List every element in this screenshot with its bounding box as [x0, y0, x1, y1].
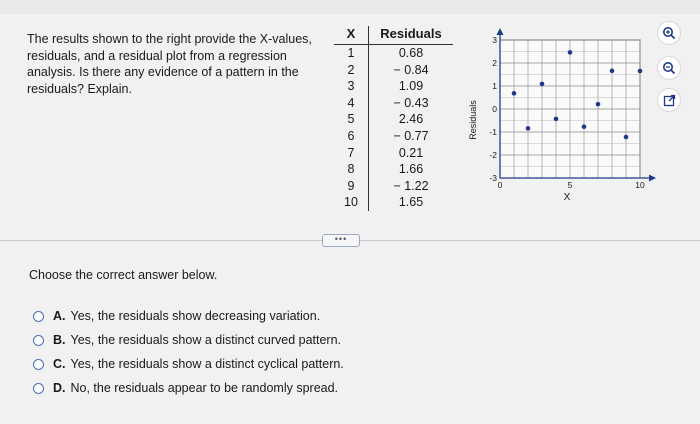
- option-text: Yes, the residuals show decreasing variation.: [70, 309, 321, 323]
- residual-value-cell: − 0.84: [393, 62, 429, 77]
- question-text: The results shown to the right provide the X-values, residuals, and a residual plot from a regression analysis. Is there any evidence of a pattern in the residuals? Explain.: [27, 32, 312, 96]
- radio-button[interactable]: [33, 335, 44, 346]
- x-value-cell: 3: [334, 78, 369, 95]
- option-a[interactable]: [33, 304, 344, 328]
- table-row: [334, 145, 453, 162]
- answer-prompt: Choose the correct answer below.: [29, 268, 218, 282]
- x-value-cell: 9: [334, 178, 369, 195]
- data-point: [596, 102, 601, 107]
- popout-button[interactable]: [657, 88, 681, 112]
- residual-value-cell: 1.09: [398, 79, 424, 94]
- residual-value-cell: 0.68: [398, 46, 424, 60]
- y-tick-label: -2: [489, 150, 497, 160]
- zoom-in-icon: [662, 26, 676, 40]
- option-c[interactable]: [33, 352, 344, 376]
- residual-value-cell: 1.66: [398, 162, 424, 177]
- x-tick-label: 5: [567, 180, 573, 190]
- residual-value-cell: − 0.77: [393, 128, 429, 143]
- y-axis-arrow: [497, 28, 504, 35]
- x-tick-label: 10: [635, 180, 645, 190]
- x-value-cell: 4: [334, 95, 369, 112]
- zoom-out-icon: [662, 61, 676, 75]
- x-value-cell: 8: [334, 161, 369, 178]
- option-text: Yes, the residuals show a distinct curved pattern.: [70, 333, 342, 347]
- zoom-out-button[interactable]: [657, 56, 681, 80]
- data-point: [624, 135, 629, 140]
- x-value-cell: 2: [334, 62, 369, 79]
- table-row: [334, 161, 453, 178]
- table-row: [334, 45, 453, 62]
- y-axis-label: Residuals: [468, 100, 478, 140]
- zoom-in-button[interactable]: [657, 21, 681, 45]
- x-value-cell: 7: [334, 145, 369, 162]
- plot-grid: [500, 40, 640, 178]
- option-d[interactable]: [33, 376, 344, 400]
- x-value-cell: 6: [334, 128, 369, 145]
- y-tick-label: -3: [489, 173, 497, 183]
- y-tick-label: 3: [492, 35, 497, 45]
- residual-value-cell: 2.46: [398, 112, 424, 127]
- radio-button[interactable]: [33, 311, 44, 322]
- x-axis-label: X: [563, 192, 571, 203]
- x-column-header: X: [334, 26, 369, 45]
- option-b[interactable]: [33, 328, 344, 352]
- data-point: [638, 69, 643, 74]
- popout-icon: [663, 94, 676, 107]
- x-value-cell: 5: [334, 111, 369, 128]
- residual-value-cell: − 0.43: [393, 95, 429, 110]
- residuals-column-header: Residuals: [369, 26, 454, 45]
- answer-options: [33, 304, 344, 400]
- option-letter: D.: [53, 381, 66, 395]
- option-text: No, the residuals appear to be randomly spread.: [70, 381, 339, 395]
- residual-value-cell: − 1.22: [393, 178, 429, 193]
- table-row: [334, 62, 453, 79]
- x-value-cell: 1: [334, 45, 369, 62]
- x-axis-arrow: [649, 175, 656, 182]
- table-row: [334, 95, 453, 112]
- y-tick-label: 2: [492, 58, 497, 68]
- residual-value-cell: 0.21: [398, 145, 424, 160]
- data-point: [512, 91, 517, 96]
- option-text: Yes, the residuals show a distinct cyclical pattern.: [70, 357, 344, 371]
- radio-button[interactable]: [33, 383, 44, 394]
- residual-plot[interactable]: [466, 24, 656, 214]
- y-tick-label: 0: [492, 104, 497, 114]
- data-point: [610, 69, 615, 74]
- data-point: [526, 126, 531, 131]
- data-point: [554, 117, 559, 122]
- table-row: [334, 194, 453, 211]
- x-tick-label: 0: [497, 180, 503, 190]
- table-row: [334, 128, 453, 145]
- option-letter: C.: [53, 357, 66, 371]
- option-letter: B.: [53, 333, 66, 347]
- x-value-cell: 10: [334, 194, 369, 211]
- table-row: [334, 111, 453, 128]
- table-row: [334, 78, 453, 95]
- option-letter: A.: [53, 309, 66, 323]
- data-point: [568, 50, 573, 55]
- y-tick-label: 1: [492, 81, 497, 91]
- radio-button[interactable]: [33, 359, 44, 370]
- table-header-row: [334, 26, 453, 45]
- residual-value-cell: 1.65: [398, 195, 424, 210]
- data-table: [334, 26, 453, 211]
- top-bar: [0, 0, 700, 14]
- more-button[interactable]: •••: [322, 234, 360, 247]
- data-point: [582, 124, 587, 129]
- table-row: [334, 178, 453, 195]
- y-tick-label: -1: [489, 127, 497, 137]
- data-point: [540, 82, 545, 87]
